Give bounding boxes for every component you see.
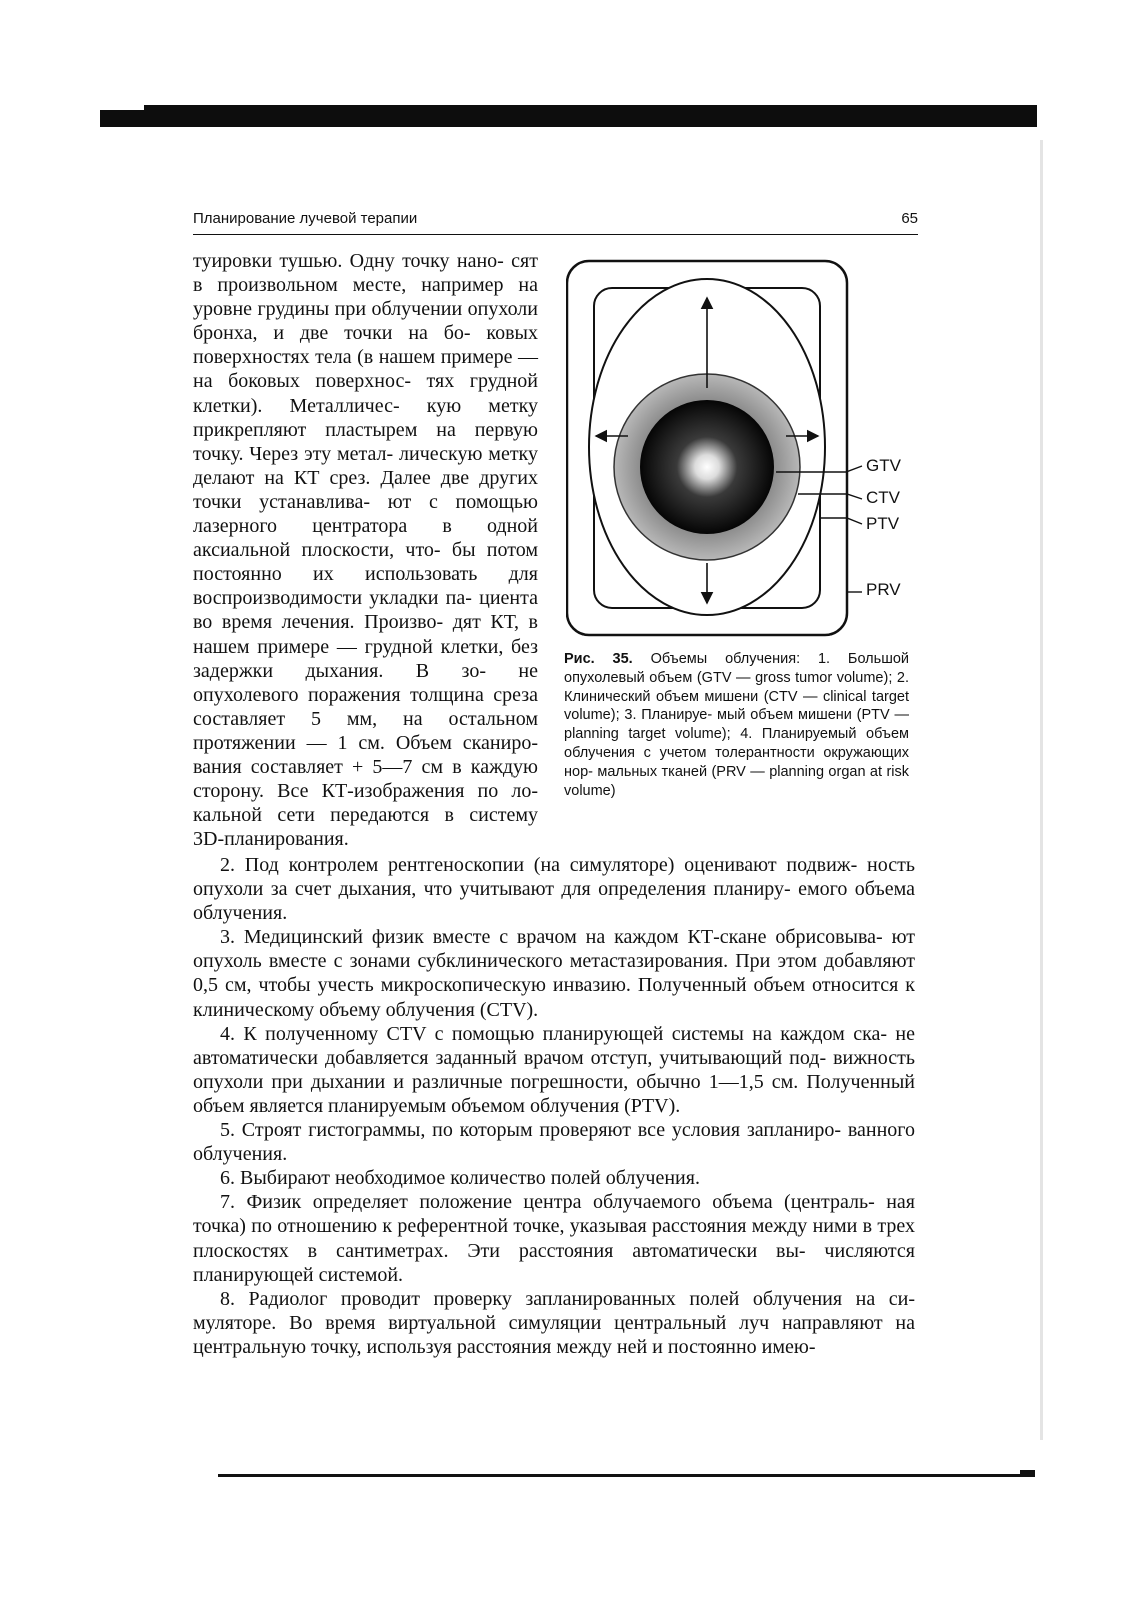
left-column-body: туировки тушью. Одну точку нано- сят в произвольном месте, например на уровне грудины при облучении опухоли бронха, и две точки на бо- ковых поверхностях тела (в нашем примере — на боковых поверхнос- тях грудной клетки). Металличес- кую метку прикрепляют пластырем на первую точку. Через эту метал- лическую метку делают на КТ срез. Далее две других точки устанавлива- ют с помощью лазерного центратора в одной аксиальной плоскости, что- бы потом постоянно их использовать для воспроизводимости укладки па- циента во время лечения. Произво- дят КТ, в нашем примере — грудной клетки, без задержки дыхания. В зо- не опухолевого поражения толщина среза составляет 5 мм, на остальном протяжении — 1 см. Объем сканиро- вания составляет + 5—7 см в каждую сторону. Все КТ-изображения по ло- кальной сети передаются в систему — [193, 250, 538, 827]
paragraph-5: 5. Строят гистограммы, по которым проверяют все условия запланиро- ванного облучения. — [193, 1119, 915, 1166]
figure-caption-text: Объемы облучения: 1. Большой опухолевый объем (GTV — gross tumor volume); 2. Клинический объем мишени (CTV — clinical target volume); 3. Планируе- мый объем мишени (PTV — planning target volume); 4. Планируемый объем облучения с учетом толерантности окружающих нор- мальных тканей (PRV — planning organ at risk volume) — [564, 651, 909, 799]
label-gtv: GTV — [866, 456, 901, 475]
top-black-bar — [100, 105, 1037, 127]
paragraph-8: 8. Радиолог проводит проверку запланированных полей облучения на си- муляторе. Во время виртуальной симуляции центральный луч направляют на центральную точку, используя расстояния между ней и постоянно имею- — [193, 1287, 915, 1358]
running-head — [193, 210, 918, 232]
gtv-circle — [640, 400, 774, 534]
figure-diagram — [566, 258, 916, 638]
page-edge-shadow — [1040, 140, 1043, 1440]
paragraph-7: 7. Физик определяет положение центра облучаемого объема (централь- ная точка) по отношению к референтной точке, указывая расстояния между ними в трех плоскостях в сантиметрах. Эти расстояния автоматически вы- числяются планирующей системой. — [193, 1191, 915, 1286]
label-prv: PRV — [866, 580, 901, 599]
left-column-last-line: 3D-планирования. — [193, 828, 349, 851]
paragraph-6: 6. Выбирают необходимое количество полей облучения. — [220, 1167, 700, 1190]
running-head-rule — [193, 234, 918, 235]
paragraph-2: 2. Под контролем рентгеноскопии (на симуляторе) оценивают подвиж- ность опухоли за счет дыхания, что учитывают для определения планиру- емого объема облучения. — [193, 854, 915, 925]
figure-caption-label: Рис. 35. — [564, 651, 633, 667]
left-column-text — [193, 249, 538, 851]
top-bar-notch — [100, 102, 144, 110]
paragraph-4: 4. К полученному CTV с помощью планирующей системы на каждом ска- не автоматически добавляется заданный врачом отступ, учитывающий под- вижность опухоли при дыхании и различные погрешности, обычно 1—1,5 см. Полученный объем является планируемым объемом облучения (PTV). — [193, 1022, 915, 1117]
main-text — [193, 853, 915, 1359]
label-ptv: PTV — [866, 514, 900, 533]
bottom-rule — [218, 1474, 1035, 1477]
page-number: 65 — [901, 210, 918, 227]
running-head-title: Планирование лучевой терапии — [193, 210, 418, 227]
bottom-rule-end — [1020, 1470, 1035, 1477]
figure-caption — [564, 650, 909, 800]
figure-35 — [566, 258, 916, 638]
paragraph-3: 3. Медицинский физик вместе с врачом на каждом КТ-скане обрисовыва- ют опухоль вместе с зонами субклинического метастазирования. При этом добавляют 0,5 см, чтобы учесть микроскопическую инвазию. Полученный объем относится к клиническому объему облучения (CTV). — [193, 926, 915, 1021]
label-ctv: CTV — [866, 488, 900, 507]
